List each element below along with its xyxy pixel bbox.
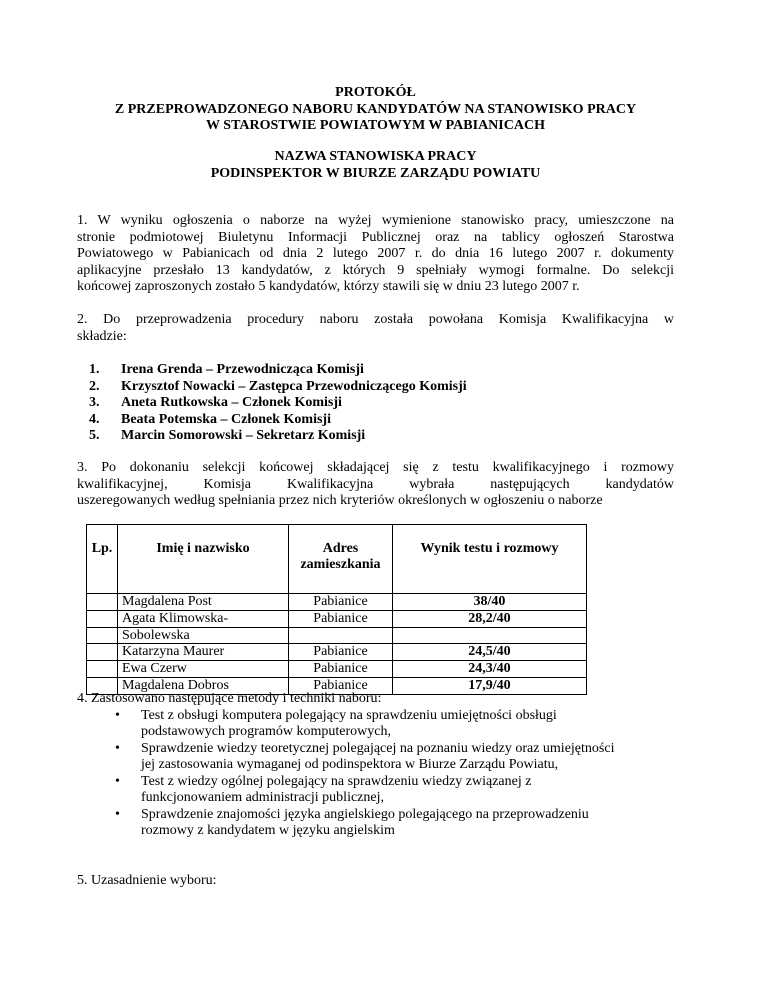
bullet-icon: • — [115, 773, 120, 789]
method-line: Test z wiedzy ogólnej polegający na sprawdzeniu wiedzy związanej z — [141, 773, 532, 789]
methods-list — [77, 708, 697, 840]
list-item — [77, 428, 674, 445]
cell-address: Pabianice — [289, 644, 393, 661]
paragraph-line: aplikacyjne przesłało 13 kandydatów, z których 9 spełniały wymogi formalne. Do selekcji — [77, 262, 674, 278]
member-name: Aneta Rutkowska – Członek Komisji — [121, 395, 342, 410]
member-name: Beata Potemska – Członek Komisji — [121, 411, 331, 427]
paragraph-line: Powiatowego w Pabianicach od dnia 2 lutego 2007 r. do dnia 16 lutego 2007 r. dokumenty — [77, 246, 674, 261]
list-number: 4. — [89, 411, 100, 427]
cell-name: Magdalena Dobros — [118, 677, 289, 694]
cell-name: Ewa Czerw — [118, 661, 289, 678]
method-line: Sprawdzenie znajomości języka angielskiego polegającego na przeprowadzeniu — [141, 806, 589, 822]
list-number: 2. — [89, 378, 100, 394]
paragraph-line: końcowej zaproszonych zostało 5 kandydatów, którzy stawili się w dniu 23 lutego 2007 r. — [77, 279, 580, 294]
list-number: 5. — [89, 428, 100, 443]
cell-address: Pabianice — [289, 661, 393, 678]
cell-address: Pabianice — [289, 610, 393, 627]
table-row — [87, 661, 587, 678]
paragraph-line: uszeregowanych według spełniania przez nich kryteriów określonych w ogłoszeniu o naborze — [77, 493, 603, 508]
paragraph-line: 1. W wyniku ogłoszenia o naborze na wyżej wymienione stanowisko pracy, umieszczone na — [77, 213, 674, 228]
section-2-paragraph — [77, 312, 674, 345]
section-3-paragraph — [77, 460, 674, 510]
list-item — [77, 774, 697, 807]
header-subtitle: Z PRZEPROWADZONEGO NABORU KANDYDATÓW NA STANOWISKO PRACY — [114, 101, 637, 117]
list-item — [77, 741, 697, 774]
method-line: Sprawdzenie wiedzy teoretycznej polegającej na poznaniu wiedzy oraz umiejętności — [141, 740, 615, 756]
paragraph-line: stronie podmiotowej Biuletynu Informacji Publicznej oraz na tablicy ogłoszeń Starostwa — [77, 229, 674, 245]
cell-address — [289, 627, 393, 644]
cell-score: 24,5/40 — [393, 644, 587, 661]
cell-name: Agata Klimowska- — [118, 610, 289, 627]
position-heading — [77, 149, 674, 182]
section-5-title: 5. Uzasadnienie wyboru: — [77, 873, 217, 888]
bullet-icon: • — [115, 707, 120, 723]
paragraph-line: 3. Po dokonaniu selekcji końcowej składającej się z testu kwalifikacyjnego i rozmowy — [77, 460, 674, 475]
list-number: 3. — [89, 395, 100, 410]
cell-score — [393, 627, 587, 644]
list-item — [77, 395, 674, 412]
bullet-icon: • — [115, 740, 120, 756]
document-header — [77, 85, 674, 135]
list-number: 1. — [89, 362, 100, 377]
header-name: Imię i nazwisko — [118, 525, 289, 594]
candidates-table — [86, 524, 587, 695]
method-line: funkcjonowaniem administracji publicznej, — [141, 790, 384, 805]
paragraph-line: składzie: — [77, 328, 127, 344]
member-name: Krzysztof Nowacki – Zastępca Przewodniczącego Komisji — [121, 378, 467, 394]
list-item — [77, 708, 697, 741]
bullet-icon: • — [115, 806, 120, 822]
method-line: jej zastosowania wymaganej od podinspektora w Biurze Zarządu Powiatu, — [141, 757, 559, 772]
header-address-line2: zamieszkania — [300, 556, 381, 572]
position-label: NAZWA STANOWISKA PRACY — [274, 149, 477, 164]
table-row — [87, 627, 587, 644]
section-1-paragraph — [77, 213, 674, 296]
cell-score: 17,9/40 — [393, 677, 587, 694]
cell-score: 28,2/40 — [393, 610, 587, 627]
header-location: W STAROSTWIE POWIATOWYM W PABIANICACH — [206, 118, 545, 133]
table-row — [87, 594, 587, 611]
cell-address: Pabianice — [289, 677, 393, 694]
cell-name: Katarzyna Maurer — [118, 644, 289, 661]
list-item — [77, 412, 674, 429]
header-title: PROTOKÓŁ — [335, 85, 416, 100]
table-row — [87, 644, 587, 661]
position-name: PODINSPEKTOR W BIURZE ZARZĄDU POWIATU — [210, 165, 541, 181]
section-4 — [77, 691, 697, 840]
commission-members-list — [77, 362, 674, 445]
cell-score: 24,3/40 — [393, 661, 587, 678]
list-item — [77, 362, 674, 379]
cell-address: Pabianice — [289, 594, 393, 611]
cell-name: Sobolewska — [118, 627, 289, 644]
list-item — [77, 379, 674, 396]
table-row — [87, 610, 587, 627]
header-address — [289, 525, 393, 594]
method-line: rozmowy z kandydatem w języku angielskim — [141, 823, 395, 838]
cell-name: Magdalena Post — [118, 594, 289, 611]
method-line: podstawowych programów komputerowych, — [141, 724, 392, 739]
cell-score: 38/40 — [393, 594, 587, 611]
member-name: Marcin Somorowski – Sekretarz Komisji — [121, 428, 366, 443]
header-address-line1: Adres — [322, 541, 359, 556]
method-line: Test z obsługi komputera polegający na sprawdzeniu umiejętności obsługi — [141, 707, 557, 723]
section-4-title: 4. Zastosowano następujące metody i techniki naboru: — [77, 691, 382, 706]
member-name: Irena Grenda – Przewodnicząca Komisji — [121, 362, 364, 377]
paragraph-line: kwalifikacyjnej, Komisja Kwalifikacyjna wybrała następujących kandydatów — [77, 476, 674, 492]
header-lp: Lp. — [87, 525, 118, 594]
header-score: Wynik testu i rozmowy — [393, 525, 587, 594]
list-item — [77, 807, 697, 840]
paragraph-line: 2. Do przeprowadzenia procedury naboru została powołana Komisja Kwalifikacyjna w — [77, 312, 674, 327]
table-header-row — [87, 525, 587, 594]
